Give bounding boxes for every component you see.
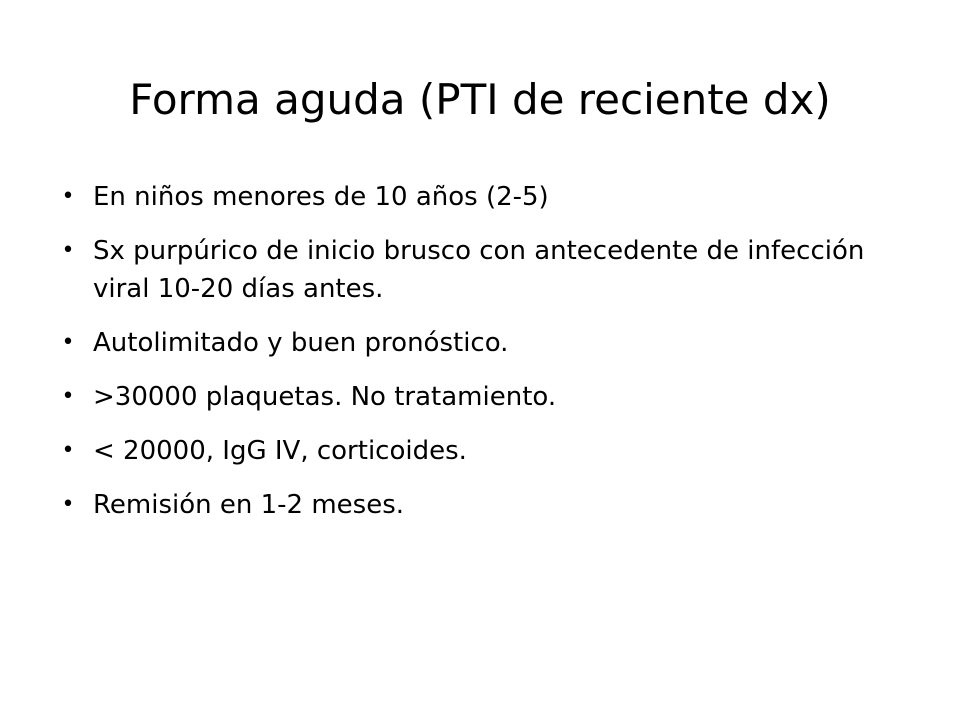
bullet-item [58, 178, 918, 216]
bullet-icon: • [61, 492, 75, 517]
bullet-list [58, 178, 918, 540]
bullet-icon: • [61, 330, 75, 355]
bullet-item [58, 432, 918, 470]
slide-title: Forma aguda (PTI de reciente dx) [129, 75, 831, 124]
bullet-item [58, 324, 918, 362]
bullet-item [58, 232, 918, 308]
bullet-icon: • [61, 238, 75, 263]
bullet-text: Remisión en 1-2 meses. [93, 490, 405, 520]
bullet-icon: • [61, 438, 75, 463]
bullet-text: < 20000, IgG IV, corticoides. [93, 436, 467, 466]
bullet-text: >30000 plaquetas. No tratamiento. [93, 382, 557, 412]
bullet-text: Autolimitado y buen pronóstico. [93, 328, 509, 358]
bullet-item [58, 378, 918, 416]
bullet-text: Sx purpúrico de inicio brusco con antecedente de infección viral 10-20 días antes. [93, 236, 865, 304]
bullet-icon: • [61, 384, 75, 409]
bullet-item [58, 486, 918, 524]
bullet-icon: • [61, 184, 75, 209]
bullet-text: En niños menores de 10 años (2-5) [93, 182, 549, 212]
